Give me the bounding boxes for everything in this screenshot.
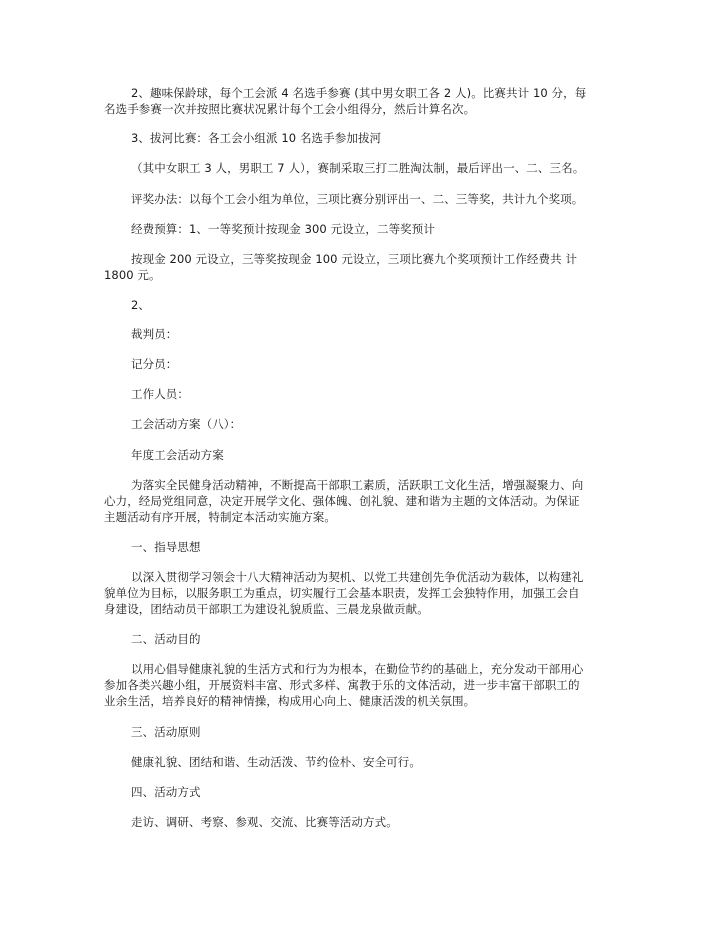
paragraph-line: 3、拔河比赛：各工会小组派 10 名选手参加拔河 — [131, 131, 382, 145]
referee-label: 裁判员： — [131, 327, 178, 341]
staff-label: 工作人员： — [131, 387, 189, 401]
paragraph-line: 名选手参赛一次并按照比赛状况累计每个工会小组得分，然后计算名次。 — [104, 102, 476, 116]
paragraph-line: 心力，经局党组同意，决定开展学文化、强体魄、创礼貌、建和谐为主题的文体活动。为保证 — [104, 494, 580, 508]
paragraph-line: 业余生活，培养良好的精神情操，构成用心向上、健康活泼的机关氛围。 — [104, 694, 476, 708]
paragraph-line: 2、趣味保龄球，每个工会派 4 名选手参赛 (其中男女职工各 2 人)。比赛共计 10 分，每 — [131, 86, 587, 100]
paragraph-line: 1800 元。 — [104, 268, 161, 282]
section-heading: 三、活动原则 — [131, 725, 201, 739]
paragraph-line: 经费预算：1、一等奖预计按现金 300 元设立，二等奖预计 — [131, 222, 435, 236]
paragraph-line: 以深入贯彻学习领会十八大精神活动为契机、以党工共建创先争优活动为载体，以构建礼 — [131, 570, 584, 584]
document-title: 年度工会活动方案 — [131, 448, 224, 462]
paragraph-line: 主题活动有序开展，特制定本活动实施方案。 — [104, 510, 336, 524]
paragraph-line: 为落实全民健身活动精神，不断提高干部职工素质，活跃职工文化生活，增强凝聚力、向 — [131, 478, 584, 492]
paragraph-line: 貌单位为目标，以服务职工为重点，切实履行工会基本职责，发挥工会独特作用，加强工会自 — [104, 586, 580, 600]
paragraph-line: 走访、调研、考察、参观、交流、比赛等活动方式。 — [131, 815, 398, 829]
section-heading: 工会活动方案（八）： — [131, 417, 242, 431]
paragraph-line: 2、 — [131, 298, 151, 312]
paragraph-line: （其中女职工 3 人，男职工 7 人），赛制采取三打二胜淘汰制，最后评出一、二、三名。 — [131, 161, 585, 175]
paragraph-line: 健康礼貌、团结和谐、生动活泼、节约俭朴、安全可行。 — [131, 755, 421, 769]
paragraph-line: 按现金 200 元设立，三等奖按现金 100 元设立，三项比赛九个奖项预计工作经费共 计 — [131, 252, 578, 266]
section-heading: 一、指导思想 — [131, 540, 201, 554]
paragraph-line: 评奖办法：以每个工会小组为单位，三项比赛分别评出一、二、三等奖，共计九个奖项。 — [131, 192, 584, 206]
scorer-label: 记分员： — [131, 357, 178, 371]
paragraph-line: 身建设，团结动员干部职工为建设礼貌质监、三晨龙泉做贡献。 — [104, 602, 429, 616]
section-heading: 二、活动目的 — [131, 632, 201, 646]
section-heading: 四、活动方式 — [131, 785, 201, 799]
paragraph-line: 参加各类兴趣小组，开展资料丰富、形式多样、寓教于乐的文体活动，进一步丰富干部职工的 — [104, 678, 580, 692]
paragraph-line: 以用心倡导健康礼貌的生活方式和行为为根本，在勤俭节约的基础上，充分发动干部用心 — [131, 662, 584, 676]
